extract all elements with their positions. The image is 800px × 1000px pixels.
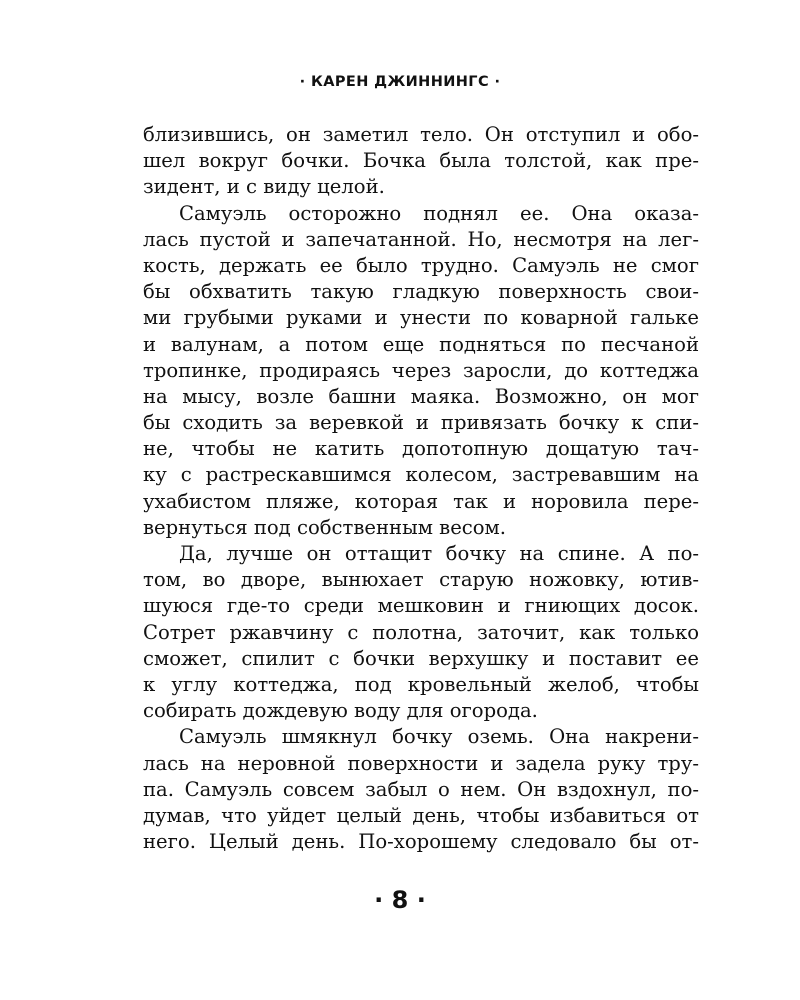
text-line: лась на неровной поверхности и задела руку тру-	[143, 751, 699, 775]
text-line: ухабистом пляже, которая так и норовила пере-	[143, 489, 699, 513]
text-line: сможет, спилит с бочки верхушку и поставит ее	[143, 646, 699, 670]
text-line: на мысу, возле башни маяка. Возможно, он мог	[143, 384, 699, 408]
text-line: шуюся где-то среди мешковин и гниющих досок.	[143, 594, 699, 618]
page-number: · 8 ·	[374, 886, 426, 914]
text-line: думав, что уйдет целый день, чтобы избавиться от	[143, 803, 699, 827]
text-line: не, чтобы не катить допотопную дощатую тач-	[143, 437, 699, 461]
text-line: тропинке, продираясь через заросли, до коттеджа	[143, 358, 699, 382]
text-line: бы обхватить такую гладкую поверхность свои-	[143, 280, 699, 304]
text-line: ми грубыми руками и унести по коварной гальке	[143, 306, 699, 330]
text-line: Да, лучше он оттащит бочку на спине. А по-	[179, 542, 699, 565]
text-line: том, во дворе, вынюхает старую ножовку, ютив-	[143, 568, 699, 592]
text-line: бы сходить за веревкой и привязать бочку к спи-	[143, 411, 699, 435]
text-line: па. Самуэль совсем забыл о нем. Он вздохнул, по-	[143, 777, 699, 801]
text-line: лась пустой и запечатанной. Но, несмотря на лег-	[143, 227, 699, 251]
text-line: Сотрет ржавчину с полотна, заточит, как только	[143, 620, 699, 644]
text-line: к углу коттеджа, под кровельный желоб, чтобы	[143, 672, 699, 696]
body-text	[143, 122, 699, 855]
text-line: него. Целый день. По-хорошему следовало бы от-	[143, 830, 699, 854]
text-line: ку с растрескавшимся колесом, застревавшим на	[143, 463, 699, 487]
text-line: Самуэль осторожно поднял ее. Она оказа-	[179, 201, 699, 225]
text-line: собирать дождевую воду для огорода.	[143, 699, 538, 723]
text-line: вернуться под собственным весом.	[143, 515, 507, 539]
text-line: зидент, и с виду целой.	[143, 175, 385, 199]
text-line: шел вокруг бочки. Бочка была толстой, как пре-	[143, 149, 699, 173]
text-line: кость, держать ее было трудно. Самуэль не смог	[143, 253, 699, 277]
text-line: близившись, он заметил тело. Он отступил и обо-	[143, 123, 699, 146]
text-line: и валунам, а потом еще подняться по песчаной	[143, 332, 699, 356]
running-header: · КАРЕН ДЖИННИНГС ·	[299, 74, 501, 90]
text-line: Самуэль шмякнул бочку оземь. Она накрени-	[179, 725, 699, 749]
